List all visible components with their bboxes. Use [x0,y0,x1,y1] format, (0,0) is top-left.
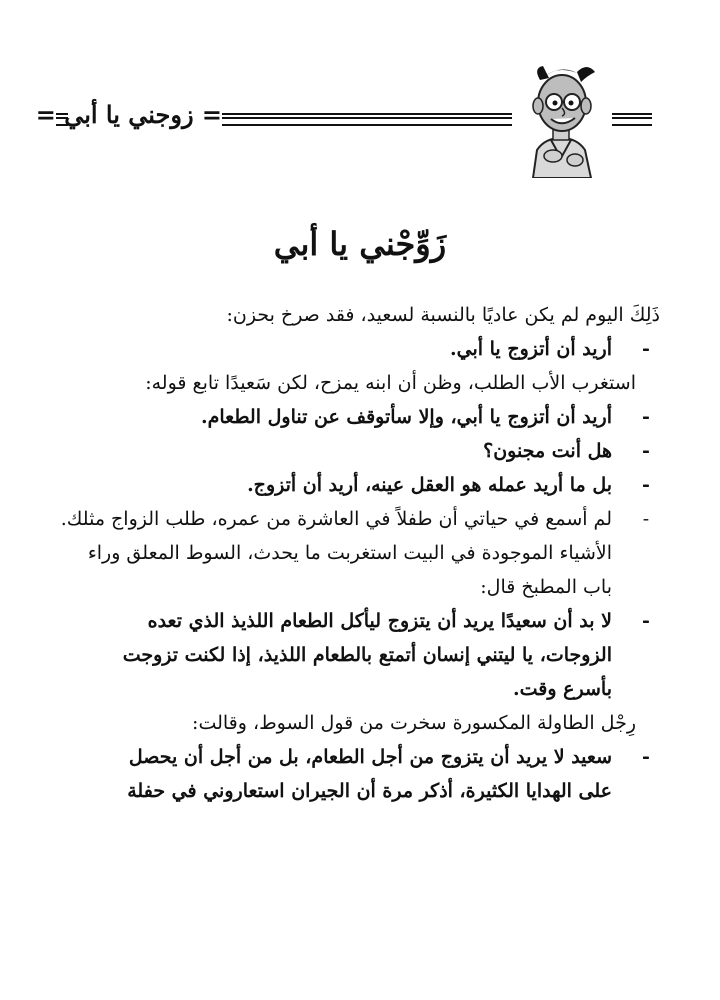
text-line-content: لا بد أن سعيدًا يريد أن يتزوج ليأكل الطعام اللذيذ الذي تعده [147,610,612,632]
text-line-3 [60,366,660,400]
text-line-15 [60,774,660,808]
dialogue-line-7 [60,502,660,536]
dialogue-line-10 [60,604,660,638]
header-rule-left [56,113,68,126]
text-line-content: سعيد لا يريد أن يتزوج من أجل الطعام، بل من أجل أن يحصل [128,746,612,768]
header-rule-middle [222,113,512,126]
text-line-13 [60,706,660,740]
text-line-content: أريد أن أتزوج يا أبي. [450,338,612,360]
text-line-11 [60,638,660,672]
dialogue-dash: - [642,610,650,632]
text-line-content: أريد أن أتزوج يا أبي، وإلا سأتوقف عن تناول الطعام. [200,406,612,428]
text-line-content: على الهدايا الكثيرة، أذكر مرة أن الجيران استعاروني في حفلة [127,780,612,802]
text-line-content: بل ما أريد عمله هو العقل عينه، أريد أن أتزوج. [247,474,612,496]
text-line-content: باب المطبخ قال: [480,576,612,598]
text-line-1 [60,298,660,332]
text-line-9 [60,570,660,604]
running-title: = زوجني يا أبي = [35,100,222,129]
dialogue-line-2 [60,332,660,366]
page-header [0,50,720,190]
text-line-content: استغرب الأب الطلب، وظن أن ابنه يمزح، لكن سَعيدًا تابع قوله: [145,372,636,394]
dialogue-line-4 [60,400,660,434]
text-line-12 [60,672,660,706]
text-line-content: بأسرع وقت. [513,678,612,700]
text-line-content: هل أنت مجنون؟ [483,440,612,462]
text-line-content: لم أسمع في حياتي أن طفلاً في العاشرة من عمره، طلب الزواج مثلك. [60,508,612,530]
cartoon-boy-mascot-icon [515,58,607,178]
text-line-8 [60,536,660,570]
dialogue-line-5 [60,434,660,468]
dialogue-line-6 [60,468,660,502]
dialogue-dash: - [642,406,650,428]
dialogue-line-14 [60,740,660,774]
text-line-content: رِجْل الطاولة المكسورة سخرت من قول السوط، وقالت: [192,712,636,734]
text-line-content: الزوجات، يا ليتني إنسان أتمتع بالطعام اللذيذ، إذا لكنت تزوجت [122,644,612,666]
dialogue-dash: - [642,338,650,360]
dialogue-dash: - [642,474,650,496]
story-body [60,298,660,808]
chapter-title: زَوِّجْني يا أبي [273,225,447,263]
dialogue-dash: - [642,508,650,530]
text-line-content: الأشياء الموجودة في البيت استغربت ما يحدث، السوط المعلق وراء [87,542,612,564]
dialogue-dash: - [642,440,650,462]
dialogue-dash: - [642,746,650,768]
text-line-content: ذَلِكَ اليوم لم يكن عاديًا بالنسبة لسعيد، فقد صرخ بحزن: [226,304,660,326]
header-rule-right [612,113,652,126]
